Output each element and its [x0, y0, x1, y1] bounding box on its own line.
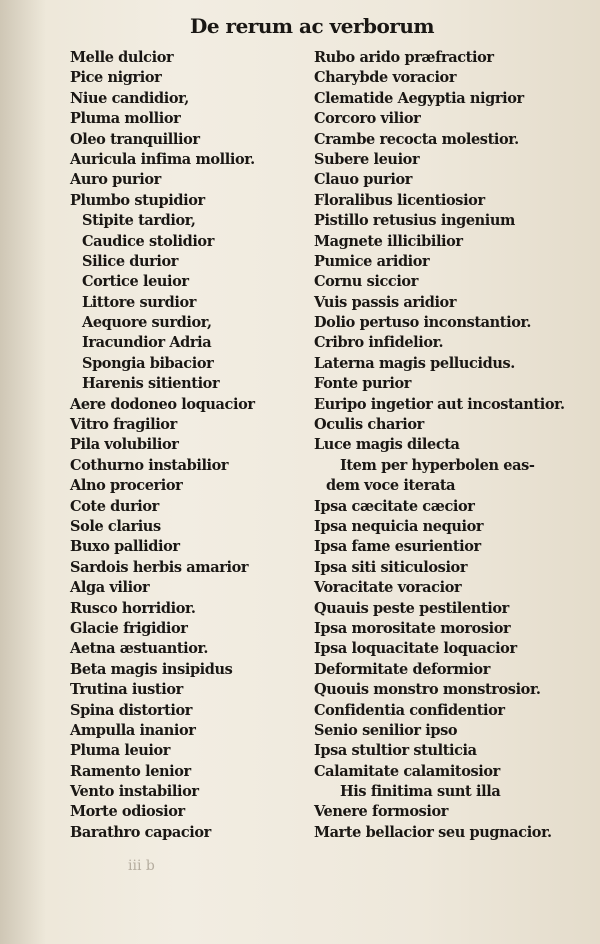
right-column-line: Confidentia confidentior — [314, 701, 505, 719]
page-spine-shadow — [0, 0, 46, 944]
right-column-line: Clematide Aegyptia nigrior — [314, 89, 524, 107]
right-column-line: Item per hyperbolen eas- — [340, 456, 535, 474]
right-column-line: Ipsa loquacitate loquacior — [314, 640, 517, 658]
right-column-line: Ipsa morositate morosior — [314, 619, 511, 637]
left-column-line: Barathro capacior — [70, 823, 211, 841]
left-column-line: Plumbo stupidior — [70, 191, 205, 209]
left-column-line: Stipite tardior, — [82, 212, 196, 230]
left-column-line: Harenis sitientior — [82, 375, 220, 393]
left-column-line: Sardois herbis amarior — [70, 558, 249, 576]
left-column-line: Sole clarius — [70, 517, 161, 535]
right-column-line: Quouis monstro monstrosior. — [314, 681, 541, 699]
left-column-line: Aequore surdior, — [82, 314, 212, 332]
right-column-line: Ipsa siti siticulosior — [314, 558, 468, 576]
right-column-line: Ipsa cæcitate cæcior — [314, 497, 475, 515]
left-column-line: Niue candidior, — [70, 89, 189, 107]
left-column-line: Iracundior Adria — [82, 334, 212, 352]
left-column-line: Littore surdior — [82, 293, 196, 311]
right-column-line: Deformitate deformior — [314, 660, 490, 678]
left-column-line: Buxo pallidior — [70, 538, 180, 556]
left-column-line: Alno procerior — [70, 477, 183, 495]
right-column-line: Cribro infidelior. — [314, 334, 444, 352]
left-column-line: Silice durior — [82, 252, 179, 270]
left-column-line: Morte odiosior — [70, 803, 185, 821]
right-column-line: His finitima sunt illa — [340, 783, 501, 801]
right-column-line: Subere leuior — [314, 150, 420, 168]
left-column-line: Pluma leuior — [70, 742, 171, 760]
right-column-line: Euripo ingetior aut incostantior. — [314, 395, 565, 413]
right-column-line: Corcoro vilior — [314, 110, 421, 128]
page-title: De rerum ac verborum — [190, 14, 435, 38]
left-column-line: Pila volubilior — [70, 436, 179, 454]
left-column-line: Auricula infima mollior. — [70, 150, 255, 168]
right-column-line: Floralibus licentiosior — [314, 191, 485, 209]
right-column-line: Cornu siccior — [314, 273, 418, 291]
right-column-line: Fonte purior — [314, 375, 412, 393]
left-column-line: Pluma mollior — [70, 110, 181, 128]
right-column-line: Marte bellacior seu pugnacior. — [314, 823, 552, 841]
left-column-line: Vitro fragilior — [70, 416, 177, 434]
left-column-line: Spongia bibacior — [82, 354, 214, 372]
left-column-line: Ramento lenior — [70, 762, 191, 780]
right-column-line: Vuis passis aridior — [314, 293, 457, 311]
right-column-line: Ipsa stultior stulticia — [314, 742, 477, 760]
left-column — [70, 48, 295, 843]
left-column-line: Cortice leuior — [82, 273, 189, 291]
right-column-line: Magnete illicibilior — [314, 232, 463, 250]
left-column-line: Rusco horridior. — [70, 599, 196, 617]
right-column-line: Quauis peste pestilentior — [314, 599, 509, 617]
left-column-line: Auro purior — [70, 171, 161, 189]
right-column-line: Venere formosior — [314, 803, 448, 821]
right-column-line: Rubo arido præfractior — [314, 49, 494, 66]
left-column-line: Vento instabilior — [70, 783, 199, 801]
right-column-line: Voracitate voracior — [314, 579, 462, 597]
left-column-line: Glacie frigidior — [70, 619, 188, 637]
right-column-line: Calamitate calamitosior — [314, 762, 500, 780]
left-column-line: Trutina iustior — [70, 681, 183, 699]
right-column-line: Dolio pertuso inconstantior. — [314, 314, 532, 332]
right-column-line: dem voce iterata — [326, 477, 456, 495]
left-column-line: Oleo tranquillior — [70, 130, 200, 148]
right-column-line: Luce magis dilecta — [314, 436, 460, 454]
signature-mark: iii b — [128, 858, 155, 874]
right-column-line: Crambe recocta molestior. — [314, 130, 519, 148]
left-column-line: Beta magis insipidus — [70, 660, 233, 678]
left-column-line: Melle dulcior — [70, 49, 174, 66]
right-column-line: Pistillo retusius ingenium — [314, 212, 515, 230]
left-column-line: Cothurno instabilior — [70, 456, 229, 474]
right-column-line: Charybde voracior — [314, 69, 457, 87]
left-column-line: Aetna æstuantior. — [70, 640, 209, 658]
left-column-line: Pice nigrior — [70, 69, 162, 87]
left-column-line: Ampulla inanior — [70, 721, 196, 739]
right-column-line: Oculis charior — [314, 416, 424, 434]
right-column-line: Clauo purior — [314, 171, 413, 189]
left-column-line: Alga vilior — [70, 579, 150, 597]
right-column-line: Ipsa nequicia nequior — [314, 517, 484, 535]
left-column-line: Cote durior — [70, 497, 159, 515]
left-column-line: Spina distortior — [70, 701, 193, 719]
right-column-line: Senio senilior ipso — [314, 721, 458, 739]
right-column-line: Laterna magis pellucidus. — [314, 354, 515, 372]
right-column-line: Ipsa fame esurientior — [314, 538, 481, 556]
left-column-line: Caudice stolidior — [82, 232, 214, 250]
left-column-line: Aere dodoneo loquacior — [70, 395, 255, 413]
right-column-line: Pumice aridior — [314, 252, 430, 270]
right-column — [314, 48, 584, 843]
